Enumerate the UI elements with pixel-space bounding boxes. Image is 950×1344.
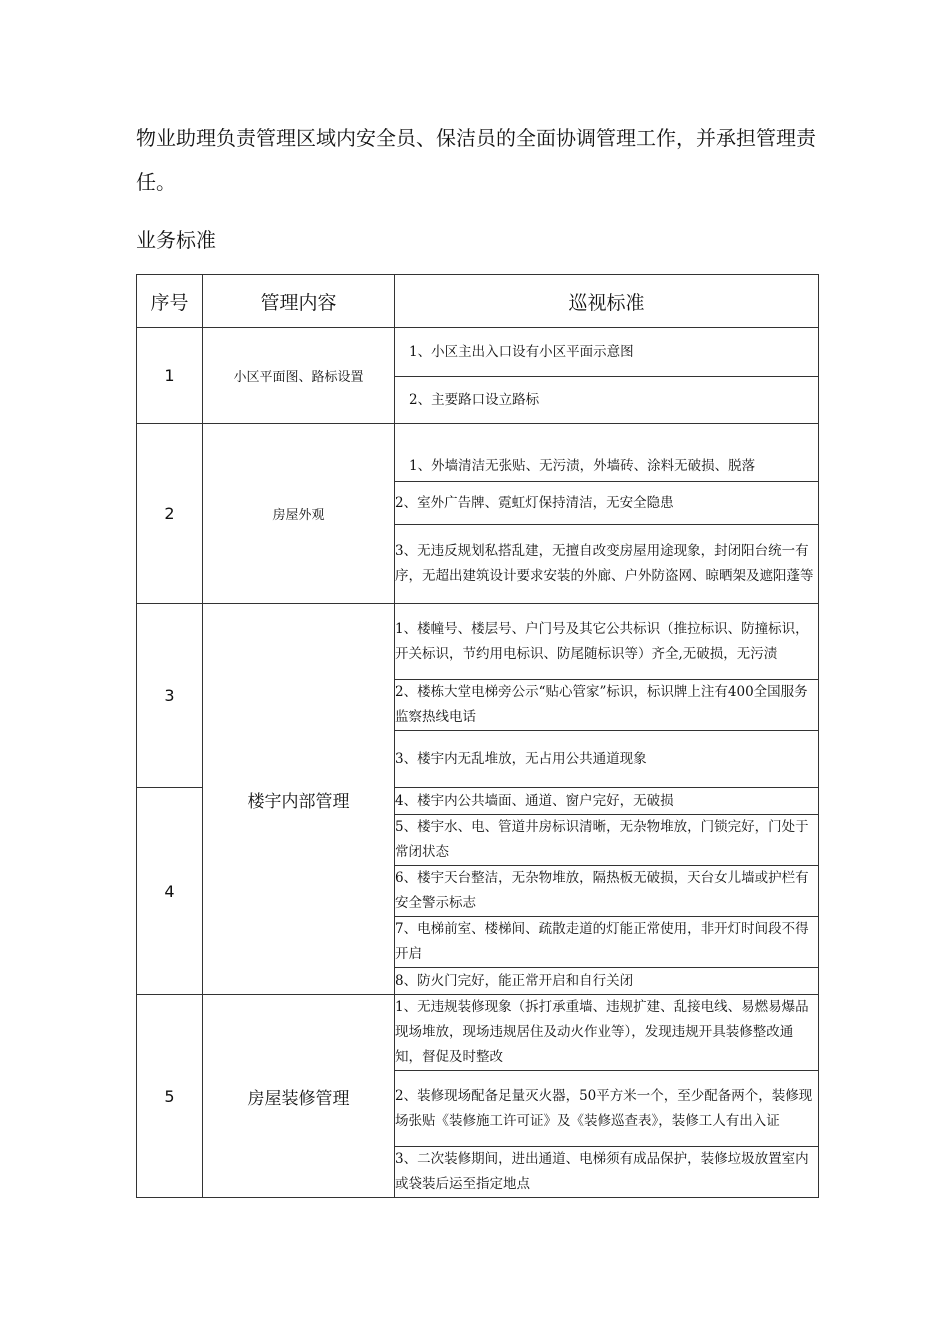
category-cell: 房屋装修管理 xyxy=(203,995,395,1198)
category-cell: 房屋外观 xyxy=(203,424,395,604)
table-row xyxy=(137,328,819,377)
standard-item: 3、无违反规划私搭乱建，无擅自改变房屋用途现象，封闭阳台统一有序，无超出建筑设计要求安装的外廊、户外防盗网、晾晒架及遮阳蓬等 xyxy=(395,525,819,604)
standard-item: 3、楼宇内无乱堆放，无占用公共通道现象 xyxy=(395,731,819,788)
seq-cell: 1 xyxy=(137,328,203,424)
standard-item: 3、二次装修期间，进出通道、电梯须有成品保护，装修垃圾放置室内或袋装后运至指定地点 xyxy=(395,1147,819,1198)
table-row xyxy=(137,604,819,680)
header-seq: 序号 xyxy=(137,275,203,328)
standard-item: 7、电梯前室、楼梯间、疏散走道的灯能正常使用，非开灯时间段不得开启 xyxy=(395,917,819,968)
header-content: 管理内容 xyxy=(203,275,395,328)
intro-paragraph: 物业助理负责管理区域内安全员、保洁员的全面协调管理工作，并承担管理责任。 xyxy=(136,126,816,194)
standard-item: 1、无违规装修现象（拆打承重墙、违规扩建、乱接电线、易燃易爆品现场堆放，现场违规居住及动火作业等），发现违规开具装修整改通知，督促及时整改 xyxy=(395,995,819,1071)
seq-cell: 2 xyxy=(137,424,203,604)
seq-cell: 5 xyxy=(137,995,203,1198)
seq-cell: 3 xyxy=(137,604,203,788)
standard-item: 2、装修现场配备足量灭火器，50平方米一个，至少配备两个，装修现场张贴《装修施工许可证》及《装修巡查表》，装修工人有出入证 xyxy=(395,1071,819,1147)
header-standard: 巡视标准 xyxy=(395,275,819,328)
standard-item: 1、小区主出入口设有小区平面示意图 xyxy=(395,328,819,377)
category-cell: 楼宇内部管理 xyxy=(203,604,395,995)
table-row xyxy=(137,424,819,482)
standards-table xyxy=(136,274,819,1198)
section-title: 业务标准 xyxy=(136,228,216,252)
standard-item: 1、外墙清洁无张贴、无污渍，外墙砖、涂料无破损、脱落 xyxy=(395,424,819,482)
standard-item: 2、室外广告牌、霓虹灯保持清洁，无安全隐患 xyxy=(395,482,819,525)
table-header-row xyxy=(137,275,819,328)
table-row xyxy=(137,995,819,1071)
standard-item: 2、楼栋大堂电梯旁公示“贴心管家”标识，标识牌上注有400全国服务监察热线电话 xyxy=(395,680,819,731)
seq-cell: 4 xyxy=(137,788,203,995)
standard-item: 4、楼宇内公共墙面、通道、窗户完好，无破损 xyxy=(395,788,819,815)
standard-item: 6、楼宇天台整洁，无杂物堆放，隔热板无破损，天台女儿墙或护栏有安全警示标志 xyxy=(395,866,819,917)
category-cell: 小区平面图、路标设置 xyxy=(203,328,395,424)
standard-item: 2、主要路口设立路标 xyxy=(395,377,819,424)
standard-item: 1、楼幢号、楼层号、户门号及其它公共标识（推拉标识、防撞标识，开关标识，节约用电标识、防尾随标识等）齐全,无破损，无污渍 xyxy=(395,604,819,680)
standard-item: 5、楼宇水、电、管道井房标识清晰，无杂物堆放，门锁完好，门处于常闭状态 xyxy=(395,815,819,866)
standard-item: 8、防火门完好，能正常开启和自行关闭 xyxy=(395,968,819,995)
